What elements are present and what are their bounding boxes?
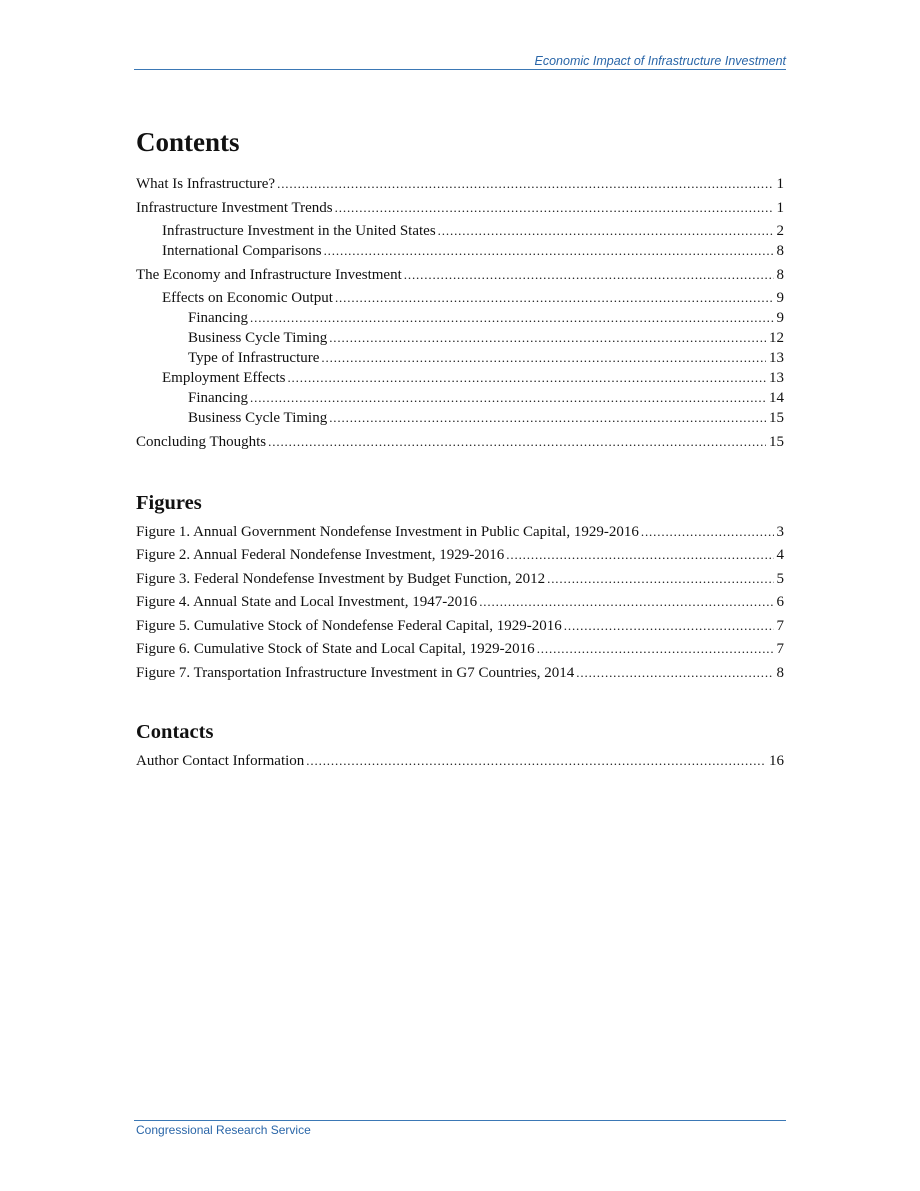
contact-entry-title[interactable]: Author Contact Information [136,752,305,769]
figure-entry-title[interactable]: Figure 1. Annual Government Nondefense Investment in Public Capital, 1929-2016 [136,523,639,540]
contents-entry-page: 12 [769,330,784,346]
contents-entry[interactable] [136,348,784,368]
contents-entry-page: 8 [776,266,784,283]
dot-leader [324,241,774,260]
figure-entry[interactable] [136,569,784,589]
figure-entry[interactable] [136,522,784,542]
contents-entry[interactable] [136,198,784,218]
dot-leader [329,328,766,347]
figures-section [136,490,784,683]
contacts-list [136,751,784,771]
contents-section [136,124,784,452]
dot-leader [268,432,766,451]
contents-entry-title[interactable]: Effects on Economic Output [162,290,333,306]
contents-entry-page: 2 [776,223,784,239]
header-rule [134,69,786,70]
contents-entry-page: 14 [769,390,784,406]
figure-entry-title[interactable]: Figure 2. Annual Federal Nondefense Investment, 1929-2016 [136,547,505,563]
dot-leader [479,592,773,611]
contents-entry[interactable] [136,368,784,388]
figure-entry[interactable] [136,663,784,683]
dot-leader [576,663,773,682]
dot-leader [506,545,773,564]
figure-entry-page: 6 [776,594,784,610]
contact-entry[interactable] [136,751,784,771]
contents-entry[interactable] [136,288,784,308]
figure-entry[interactable] [136,639,784,659]
contents-entry-title[interactable]: Infrastructure Investment Trends [136,199,333,216]
contents-entry[interactable] [136,174,784,194]
contents-entry-title[interactable]: Financing [188,310,248,326]
toc-content [136,124,784,771]
contents-entry[interactable] [136,432,784,452]
dot-leader [641,522,774,541]
contents-entry-title[interactable]: What Is Infrastructure? [136,176,276,192]
contents-entry-page: 8 [776,243,784,259]
figure-entry-title[interactable]: Figure 6. Cumulative Stock of State and Local Capital, 1929-2016 [136,641,535,657]
figure-entry[interactable] [136,616,784,636]
figure-entry-page: 5 [776,570,784,587]
contacts-heading: Contacts [136,720,214,743]
contents-entry-page: 9 [776,290,784,306]
contents-entry-title[interactable]: The Economy and Infrastructure Investment [136,266,402,283]
dot-leader [287,368,766,387]
running-header: Economic Impact of Infrastructure Investment [534,54,786,68]
contents-entry-title[interactable]: Type of Infrastructure [188,350,320,366]
figure-entry-page: 7 [776,617,784,634]
contacts-section [136,719,784,771]
contents-entry-title[interactable]: Infrastructure Investment in the United States [162,223,436,239]
figure-entry-title[interactable]: Figure 3. Federal Nondefense Investment by Budget Function, 2012 [136,570,546,587]
figure-entry-page: 7 [776,641,784,657]
dot-leader [250,388,766,407]
contents-entry-title[interactable]: Employment Effects [162,370,286,386]
contents-entry-page: 9 [776,310,784,326]
figures-list [136,522,784,683]
contents-heading: Contents [136,127,240,157]
contents-entry-page: 13 [769,350,784,366]
dot-leader [537,639,774,658]
dot-leader [306,751,766,770]
contents-entry-title[interactable]: Financing [188,390,248,406]
dot-leader [335,198,774,217]
dot-leader [277,174,773,193]
contents-entry-page: 13 [769,370,784,386]
figure-entry-title[interactable]: Figure 7. Transportation Infrastructure Investment in G7 Countries, 2014 [136,664,575,681]
figure-entry-title[interactable]: Figure 4. Annual State and Local Investment, 1947-2016 [136,594,478,610]
contents-entry[interactable] [136,241,784,261]
contents-entry-page: 1 [776,176,784,192]
contents-entry[interactable] [136,221,784,241]
dot-leader [564,616,774,635]
contact-entry-page: 16 [769,752,784,769]
contents-entry-title[interactable]: Business Cycle Timing [188,330,328,346]
figure-entry-page: 8 [776,664,784,681]
contents-entry[interactable] [136,308,784,328]
contents-entry[interactable] [136,388,784,408]
figure-entry[interactable] [136,545,784,565]
figure-entry-title[interactable]: Figure 5. Cumulative Stock of Nondefense Federal Capital, 1929-2016 [136,617,562,634]
contents-list [136,174,784,452]
contents-entry-page: 15 [769,410,784,426]
dot-leader [329,408,766,427]
contents-entry[interactable] [136,328,784,348]
contents-entry[interactable] [136,408,784,428]
dot-leader [547,569,773,588]
contents-entry-title[interactable]: Concluding Thoughts [136,433,267,450]
contents-entry-page: 1 [776,199,784,216]
contents-entry-title[interactable]: Business Cycle Timing [188,410,328,426]
dot-leader [335,288,774,307]
figures-heading: Figures [136,491,202,514]
contents-entry[interactable] [136,265,784,285]
running-footer: Congressional Research Service [136,1123,311,1137]
contents-entry-page: 15 [769,433,784,450]
figure-entry-page: 4 [776,547,784,563]
dot-leader [404,265,774,284]
dot-leader [250,308,774,327]
dot-leader [438,221,774,240]
figure-entry[interactable] [136,592,784,612]
footer-rule [134,1120,786,1121]
contents-entry-title[interactable]: International Comparisons [162,243,322,259]
figure-entry-page: 3 [776,523,784,540]
dot-leader [321,348,766,367]
